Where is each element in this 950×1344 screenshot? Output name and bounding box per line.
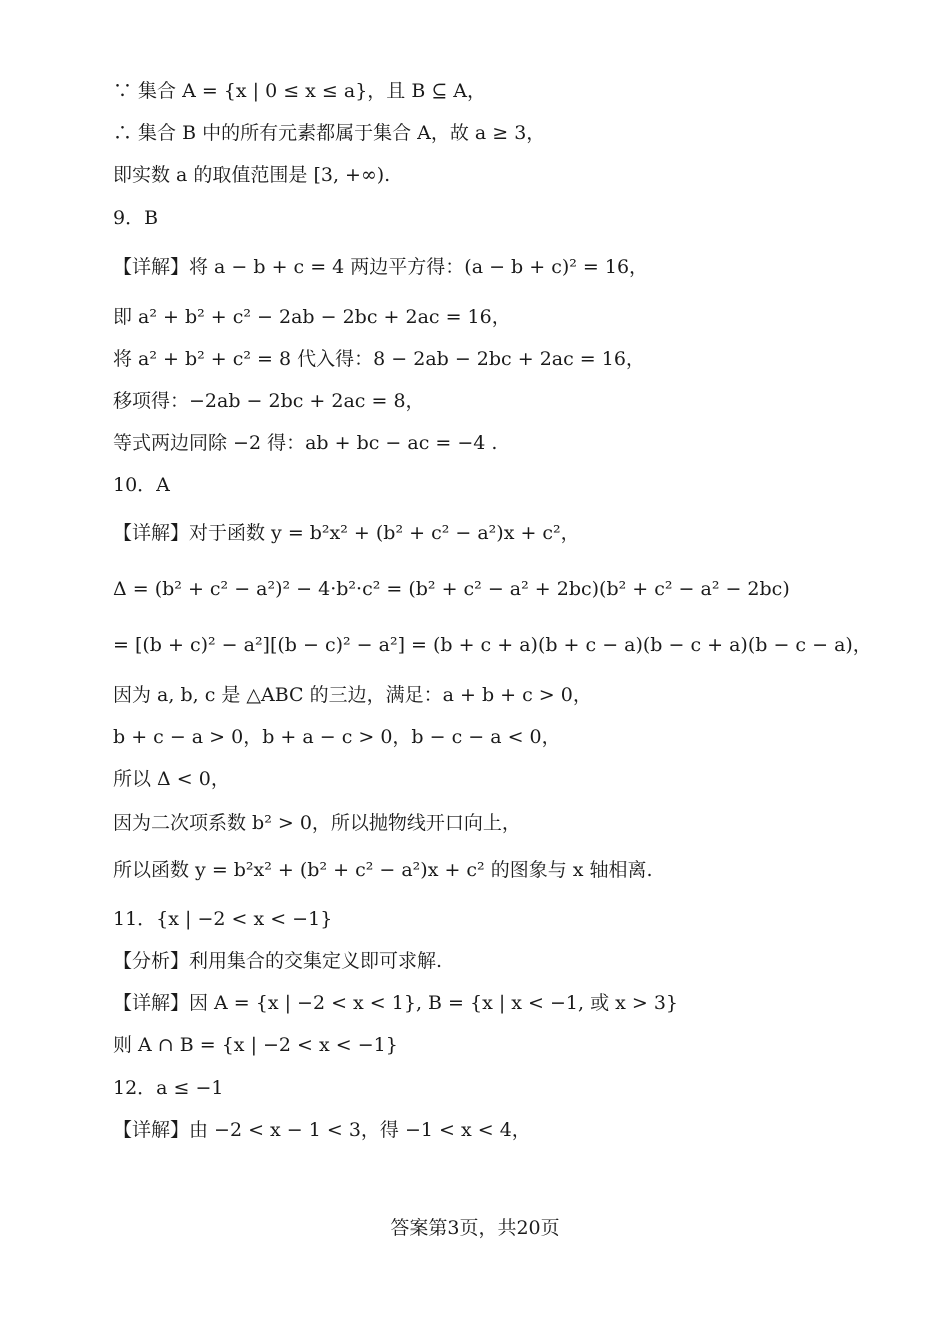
solution-line: Δ = (b² + c² − a²)² − 4·b²·c² = (b² + c² − a² + 2bc)(b² + c² − a² − 2bc) bbox=[113, 578, 790, 600]
solution-line: ∴ 集合 B 中的所有元素都属于集合 A，故 a ≥ 3， bbox=[113, 122, 546, 144]
solution-line: 等式两边同除 −2 得：ab + bc − ac = −4 . bbox=[113, 432, 498, 454]
solution-line: 则 A ∩ B = {x | −2 < x < −1} bbox=[113, 1034, 398, 1056]
answer-heading-9: 9．B bbox=[113, 207, 159, 229]
solution-line: 将 a² + b² + c² = 8 代入得：8 − 2ab − 2bc + 2ac = 16， bbox=[113, 348, 645, 370]
solution-line: 所以函数 y = b²x² + (b² + c² − a²)x + c² 的图象与 x 轴相离. bbox=[113, 859, 653, 881]
solution-line: 所以 Δ < 0， bbox=[113, 768, 230, 790]
solution-line: 【详解】对于函数 y = b²x² + (b² + c² − a²)x + c²， bbox=[113, 522, 580, 544]
solution-line: b + c − a > 0，b + a − c > 0，b − c − a < 0， bbox=[113, 726, 561, 748]
solution-line: 因为二次项系数 b² > 0，所以抛物线开口向上， bbox=[113, 812, 521, 834]
answer-heading-10: 10．A bbox=[113, 474, 170, 496]
page-footer: 答案第3页，共20页 bbox=[390, 1217, 560, 1239]
answer-heading-12: 12．a ≤ −1 bbox=[113, 1077, 224, 1099]
solution-line: 【分析】利用集合的交集定义即可求解. bbox=[113, 950, 443, 972]
solution-line: 【详解】将 a − b + c = 4 两边平方得：(a − b + c)² = 16， bbox=[113, 256, 649, 278]
solution-line: = [(b + c)² − a²][(b − c)² − a²] = (b + c + a)(b + c − a)(b − c + a)(b − c − a)， bbox=[113, 634, 872, 656]
solution-line: 即实数 a 的取值范围是 [3, +∞). bbox=[113, 164, 391, 186]
answer-heading-11: 11．{x | −2 < x < −1} bbox=[113, 908, 333, 930]
solution-line: 【详解】由 −2 < x − 1 < 3，得 −1 < x < 4， bbox=[113, 1119, 531, 1141]
solution-line: 【详解】因 A = {x | −2 < x < 1}, B = {x | x < −1, 或 x > 3} bbox=[113, 992, 678, 1014]
solution-line: 即 a² + b² + c² − 2ab − 2bc + 2ac = 16， bbox=[113, 306, 511, 328]
solution-line: 移项得：−2ab − 2bc + 2ac = 8， bbox=[113, 390, 425, 412]
solution-line: ∵ 集合 A = {x | 0 ≤ x ≤ a}，且 B ⊆ A， bbox=[113, 80, 487, 102]
solution-line: 因为 a, b, c 是 △ABC 的三边，满足：a + b + c > 0， bbox=[113, 684, 592, 706]
